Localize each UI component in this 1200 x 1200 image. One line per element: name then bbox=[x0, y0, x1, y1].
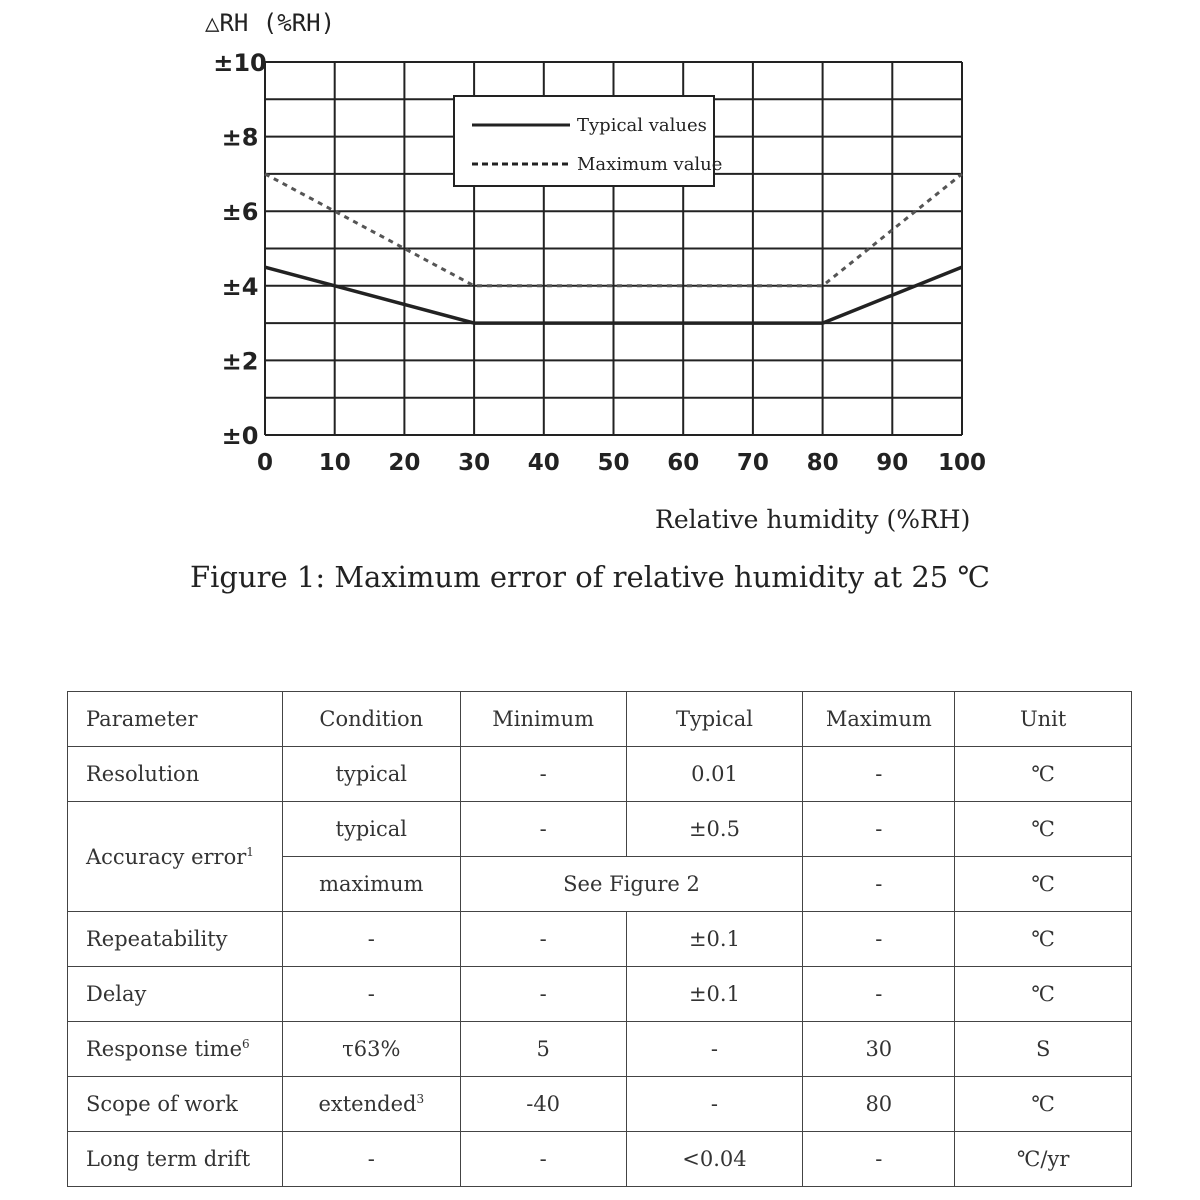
x-tick-label: 0 bbox=[256, 450, 274, 476]
x-tick-label: 10 bbox=[318, 450, 351, 476]
cell-typical: - bbox=[626, 1022, 803, 1077]
cell-minimum: - bbox=[460, 747, 626, 802]
cell-parameter bbox=[68, 1022, 283, 1077]
header-maximum: Maximum bbox=[803, 692, 955, 747]
parameter-text: Accuracy error bbox=[86, 844, 247, 869]
table-row bbox=[68, 1022, 1132, 1077]
cell-parameter bbox=[68, 802, 283, 912]
cell-typical: 0.01 bbox=[626, 747, 803, 802]
cell-maximum: - bbox=[803, 967, 955, 1022]
cell-typical: ±0.1 bbox=[626, 967, 803, 1022]
chart-legend bbox=[454, 96, 722, 186]
y-tick-label: ±4 bbox=[221, 272, 259, 301]
table-row bbox=[68, 967, 1132, 1022]
header-minimum: Minimum bbox=[460, 692, 626, 747]
cell-maximum: 80 bbox=[803, 1077, 955, 1132]
x-tick-label: 40 bbox=[527, 450, 560, 476]
x-tick-label: 70 bbox=[736, 450, 769, 476]
figure-caption: Figure 1: Maximum error of relative humidity at 25 ℃ bbox=[190, 560, 990, 594]
cell-parameter: Repeatability bbox=[68, 912, 283, 967]
footnote-mark: 3 bbox=[416, 1092, 425, 1106]
y-tick-label: ±6 bbox=[221, 198, 259, 227]
y-tick-labels bbox=[213, 49, 267, 450]
cell-condition: typical bbox=[282, 802, 460, 857]
cell-parameter: Delay bbox=[68, 967, 283, 1022]
cell-typical: ±0.1 bbox=[626, 912, 803, 967]
cell-condition: - bbox=[282, 967, 460, 1022]
table-row bbox=[68, 1132, 1132, 1187]
cell-typical: <0.04 bbox=[626, 1132, 803, 1187]
table-header-row bbox=[68, 692, 1132, 747]
y-tick-label: ±10 bbox=[213, 49, 267, 77]
table-row bbox=[68, 1077, 1132, 1132]
cell-unit: ℃ bbox=[955, 802, 1132, 857]
cell-typical: ±0.5 bbox=[626, 802, 803, 857]
x-tick-label: 60 bbox=[667, 450, 700, 476]
cell-unit: ℃ bbox=[955, 857, 1132, 912]
cell-condition: - bbox=[282, 1132, 460, 1187]
x-tick-label: 100 bbox=[937, 450, 987, 476]
header-unit: Unit bbox=[955, 692, 1132, 747]
table-row bbox=[68, 747, 1132, 802]
cell-unit: S bbox=[955, 1022, 1132, 1077]
header-parameter: Parameter bbox=[68, 692, 283, 747]
parameter-text: Response time bbox=[86, 1037, 243, 1061]
table-row bbox=[68, 802, 1132, 857]
y-tick-label: ±8 bbox=[221, 123, 259, 152]
cell-parameter: Resolution bbox=[68, 747, 283, 802]
cell-maximum: - bbox=[803, 747, 955, 802]
x-tick-label: 80 bbox=[806, 450, 839, 476]
cell-minimum: - bbox=[460, 1132, 626, 1187]
cell-unit: ℃ bbox=[955, 747, 1132, 802]
cell-condition: maximum bbox=[282, 857, 460, 912]
cell-minimum: -40 bbox=[460, 1077, 626, 1132]
y-axis-label: △RH (%RH) bbox=[205, 9, 336, 37]
cell-unit: ℃/yr bbox=[955, 1132, 1132, 1187]
cell-maximum: - bbox=[803, 1132, 955, 1187]
x-axis-label: Relative humidity (%RH) bbox=[655, 505, 971, 534]
cell-maximum: - bbox=[803, 857, 955, 912]
cell-minimum: - bbox=[460, 967, 626, 1022]
cell-maximum: - bbox=[803, 802, 955, 857]
footnote-mark: 6 bbox=[242, 1037, 250, 1051]
y-tick-label: ±0 bbox=[221, 422, 259, 450]
x-tick-labels bbox=[257, 450, 986, 476]
cell-condition bbox=[282, 1077, 460, 1132]
legend-typical-label: Typical values bbox=[577, 115, 707, 136]
rh-error-chart bbox=[0, 0, 1200, 550]
x-tick-label: 90 bbox=[876, 450, 909, 476]
header-typical: Typical bbox=[626, 692, 803, 747]
table-row bbox=[68, 912, 1132, 967]
cell-unit: ℃ bbox=[955, 1077, 1132, 1132]
cell-minimum: - bbox=[460, 802, 626, 857]
cell-parameter: Scope of work bbox=[68, 1077, 283, 1132]
x-tick-label: 50 bbox=[597, 450, 630, 476]
x-tick-label: 20 bbox=[388, 450, 421, 476]
cell-unit: ℃ bbox=[955, 967, 1132, 1022]
cell-merged-value: See Figure 2 bbox=[460, 857, 803, 912]
footnote-mark: 1 bbox=[246, 844, 254, 859]
cell-maximum: 30 bbox=[803, 1022, 955, 1077]
cell-condition: τ63% bbox=[282, 1022, 460, 1077]
condition-text: extended bbox=[318, 1092, 417, 1116]
cell-typical: - bbox=[626, 1077, 803, 1132]
x-tick-label: 30 bbox=[458, 450, 491, 476]
cell-condition: typical bbox=[282, 747, 460, 802]
cell-maximum: - bbox=[803, 912, 955, 967]
cell-unit: ℃ bbox=[955, 912, 1132, 967]
header-condition: Condition bbox=[282, 692, 460, 747]
cell-parameter: Long term drift bbox=[68, 1132, 283, 1187]
spec-table bbox=[67, 691, 1132, 1187]
cell-condition: - bbox=[282, 912, 460, 967]
legend-maximum-label: Maximum value bbox=[577, 154, 723, 175]
cell-minimum: 5 bbox=[460, 1022, 626, 1077]
y-tick-label: ±2 bbox=[221, 347, 259, 376]
cell-minimum: - bbox=[460, 912, 626, 967]
